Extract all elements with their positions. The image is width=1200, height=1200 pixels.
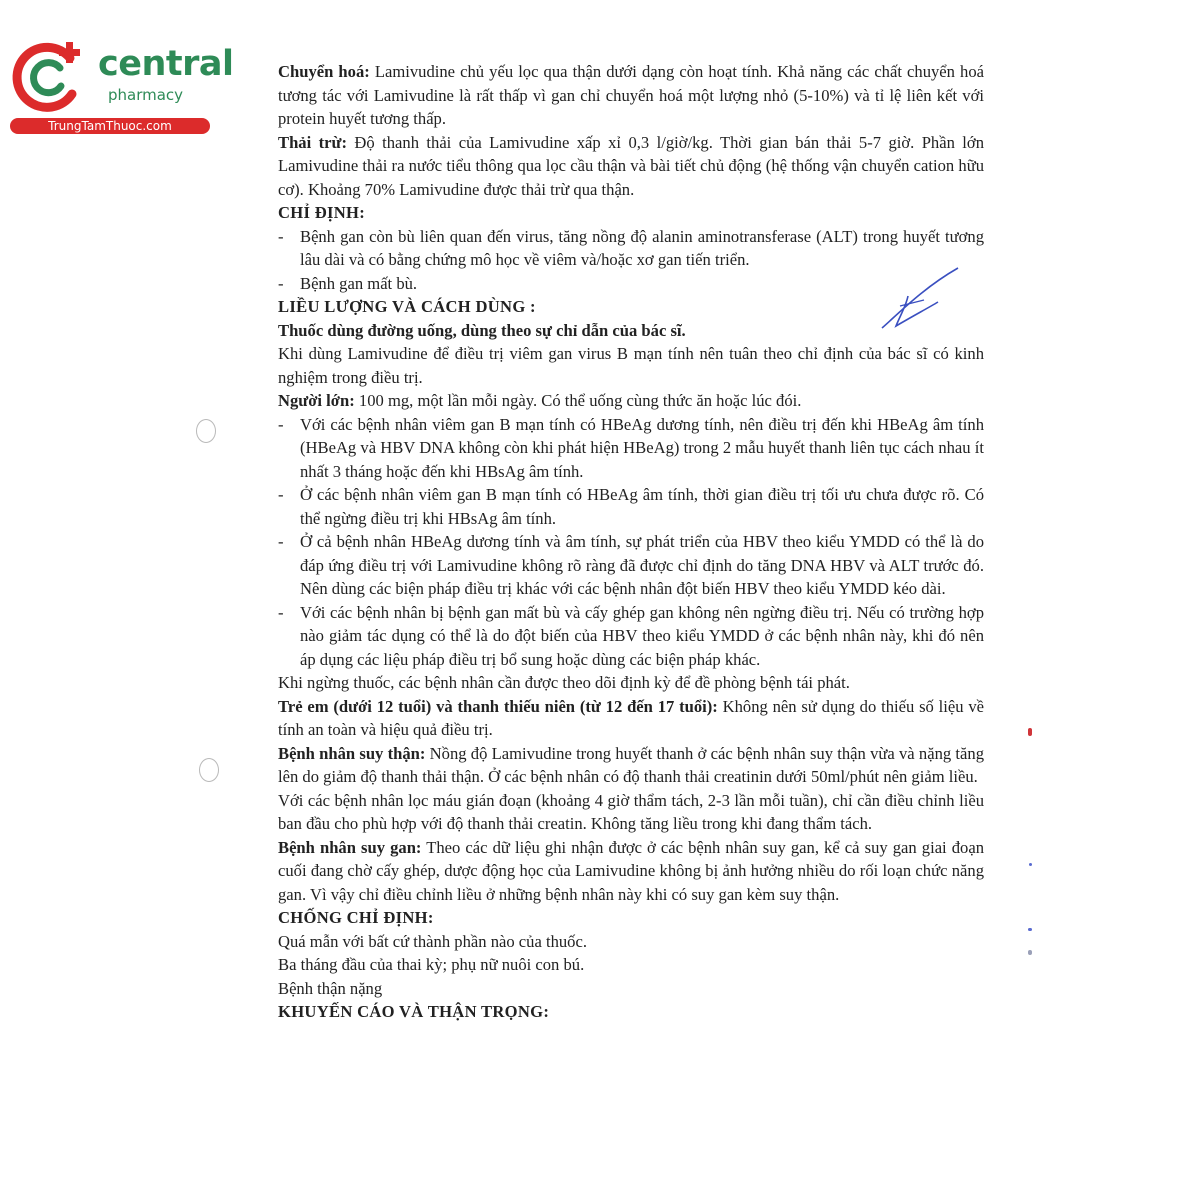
contraindication-item: Bệnh thận nặng — [278, 978, 383, 998]
brand-logo — [10, 36, 234, 136]
central-pharmacy-logo-icon — [10, 36, 88, 114]
brand-website: TrungTamThuoc.com — [10, 118, 210, 134]
list-item: - Bệnh gan còn bù liên quan đến virus, tăng nồng độ alanin aminotransferase (ALT) trong huyết tương lâu dài và có bằng chứng mô học về viêm và/hoặc xơ gan tiến triển. — [278, 226, 984, 269]
paragraph-ngung-thuoc: Khi ngừng thuốc, các bệnh nhân cần được theo dõi định kỳ để đề phòng bệnh tái phát. — [278, 673, 850, 692]
binder-hole-bottom — [199, 758, 219, 782]
gray-dot-mark — [1028, 950, 1032, 955]
list-item: - Bệnh gan mất bù. — [278, 273, 418, 293]
heading-khuyen-cao: KHUYẾN CÁO VÀ THẬN TRỌNG: — [278, 1002, 550, 1021]
heading-chong-chi-dinh: CHỐNG CHỈ ĐỊNH: — [278, 908, 434, 927]
brand-subtitle: pharmacy — [108, 86, 184, 104]
list-item: - Ở các bệnh nhân viêm gan B mạn tính có HBeAg âm tính, thời gian điều trị tối ưu chưa được rõ. Có thể ngừng điều trị khi HBsAg âm tính. — [278, 485, 984, 528]
brand-name: central — [98, 44, 234, 84]
list-item: - Với các bệnh nhân viêm gan B mạn tính có HBeAg dương tính, nên điều trị đến khi HBeAg âm tính (HBeAg và HBV DNA không còn khi phát hiện HBeAg) trong 2 mẫu huyết thanh liên tục cách nhau ít nhất 3 tháng hoặc đến khi HBsAg âm tính. — [278, 414, 984, 481]
blue-dot-mark — [1028, 928, 1032, 931]
contraindication-item: Quá mẫn với bất cứ thành phần nào của thuốc. — [278, 931, 587, 951]
heading-chi-dinh: CHỈ ĐỊNH: — [278, 203, 366, 222]
paragraph-thai-tru: Thải trừ: Độ thanh thải của Lamivudine xấp xỉ 0,3 l/giờ/kg. Thời gian bán thải 5-7 giờ. Phần lớn Lamivudine thải ra nước tiểu thông qua lọc cầu thận và bài tiết chủ động (hệ thống vận chuyển cation hữu cơ). Khoảng 70% Lamivudine được thải trừ qua thận. — [278, 132, 984, 199]
paragraph-suy-than: Bệnh nhân suy thận: Nồng độ Lamivudine trong huyết thanh ở các bệnh nhân suy thận vừa và nặng tăng lên do giảm độ thanh thải thận. Ở các bệnh nhân có độ thanh thải creatinin dưới 50ml/phút nên giảm liều. — [278, 743, 984, 786]
red-dot-mark — [1028, 728, 1032, 736]
paragraph-loc-mau: Với các bệnh nhân lọc máu gián đoạn (khoảng 4 giờ thẩm tách, 2-3 lần mỗi tuần), chỉ cần điều chỉnh liều ban đầu cho phù hợp với độ thanh thải creatin. Không tăng liều trong khi đang thẩm tách. — [278, 790, 984, 833]
paragraph-khi-dung: Khi dùng Lamivudine để điều trị viêm gan virus B mạn tính nên tuân theo chỉ định của bác sĩ có kinh nghiệm trong điều trị. — [278, 344, 984, 387]
heading-lieu-luong: LIỀU LƯỢNG VÀ CÁCH DÙNG : — [278, 297, 536, 316]
subheading-uong: Thuốc dùng đường uống, dùng theo sự chỉ dẫn của bác sĩ. — [278, 320, 686, 340]
binder-hole-top — [196, 419, 216, 443]
paragraph-tre-em: Trẻ em (dưới 12 tuổi) và thanh thiếu niên (từ 12 đến 17 tuổi): Không nên sử dụng do thiếu số liệu về tính an toàn và hiệu quả điều trị. — [278, 696, 984, 739]
list-item: - Với các bệnh nhân bị bệnh gan mất bù và cấy ghép gan không nên ngừng điều trị. Nếu có trường hợp nào giảm tác dụng có thể là do đột biến của HBV theo kiểu YMDD ở các bệnh nhân này, khi đó nên áp dụng các liệu pháp điều trị bổ sung hoặc dùng các biện pháp khác. — [278, 602, 984, 669]
paragraph-nguoi-lon: Người lớn: 100 mg, một lần mỗi ngày. Có thể uống cùng thức ăn hoặc lúc đói. — [278, 391, 802, 410]
document-body — [278, 60, 984, 1024]
contraindication-item: Ba tháng đầu của thai kỳ; phụ nữ nuôi con bú. — [278, 955, 585, 974]
list-item: - Ở cả bệnh nhân HBeAg dương tính và âm tính, sự phát triển của HBV theo kiểu YMDD có thể là do đáp ứng điều trị với Lamivudine không rõ ràng đã được chỉ định do tăng DNA HBV và ALT trước đó. Nên dùng các biện pháp điều trị khác với các bệnh nhân đột biến HBV theo kiểu YMDD kéo dài. — [278, 532, 984, 598]
paragraph-chuyen-hoa: Chuyển hoá: Lamivudine chủ yếu lọc qua thận dưới dạng còn hoạt tính. Khả năng các chất chuyển hoá tương tác với Lamivudine là rất thấp vì gan chỉ chuyển hoá một lượng nhỏ (5-10%) và tỉ lệ liên kết với protein huyết tương thấp. — [278, 62, 984, 128]
blue-dot-mark — [1029, 863, 1032, 866]
paragraph-suy-gan: Bệnh nhân suy gan: Theo các dữ liệu ghi nhận được ở các bệnh nhân suy gan, kể cả suy gan giai đoạn cuối đang chờ cấy ghép, dược động học của Lamivudine không bị ảnh hưởng nhiều do rối loạn chức năng gan. Vì vậy chỉ điều chỉnh liều ở những bệnh nhân này khi có suy gan kèm suy thận. — [278, 837, 984, 904]
